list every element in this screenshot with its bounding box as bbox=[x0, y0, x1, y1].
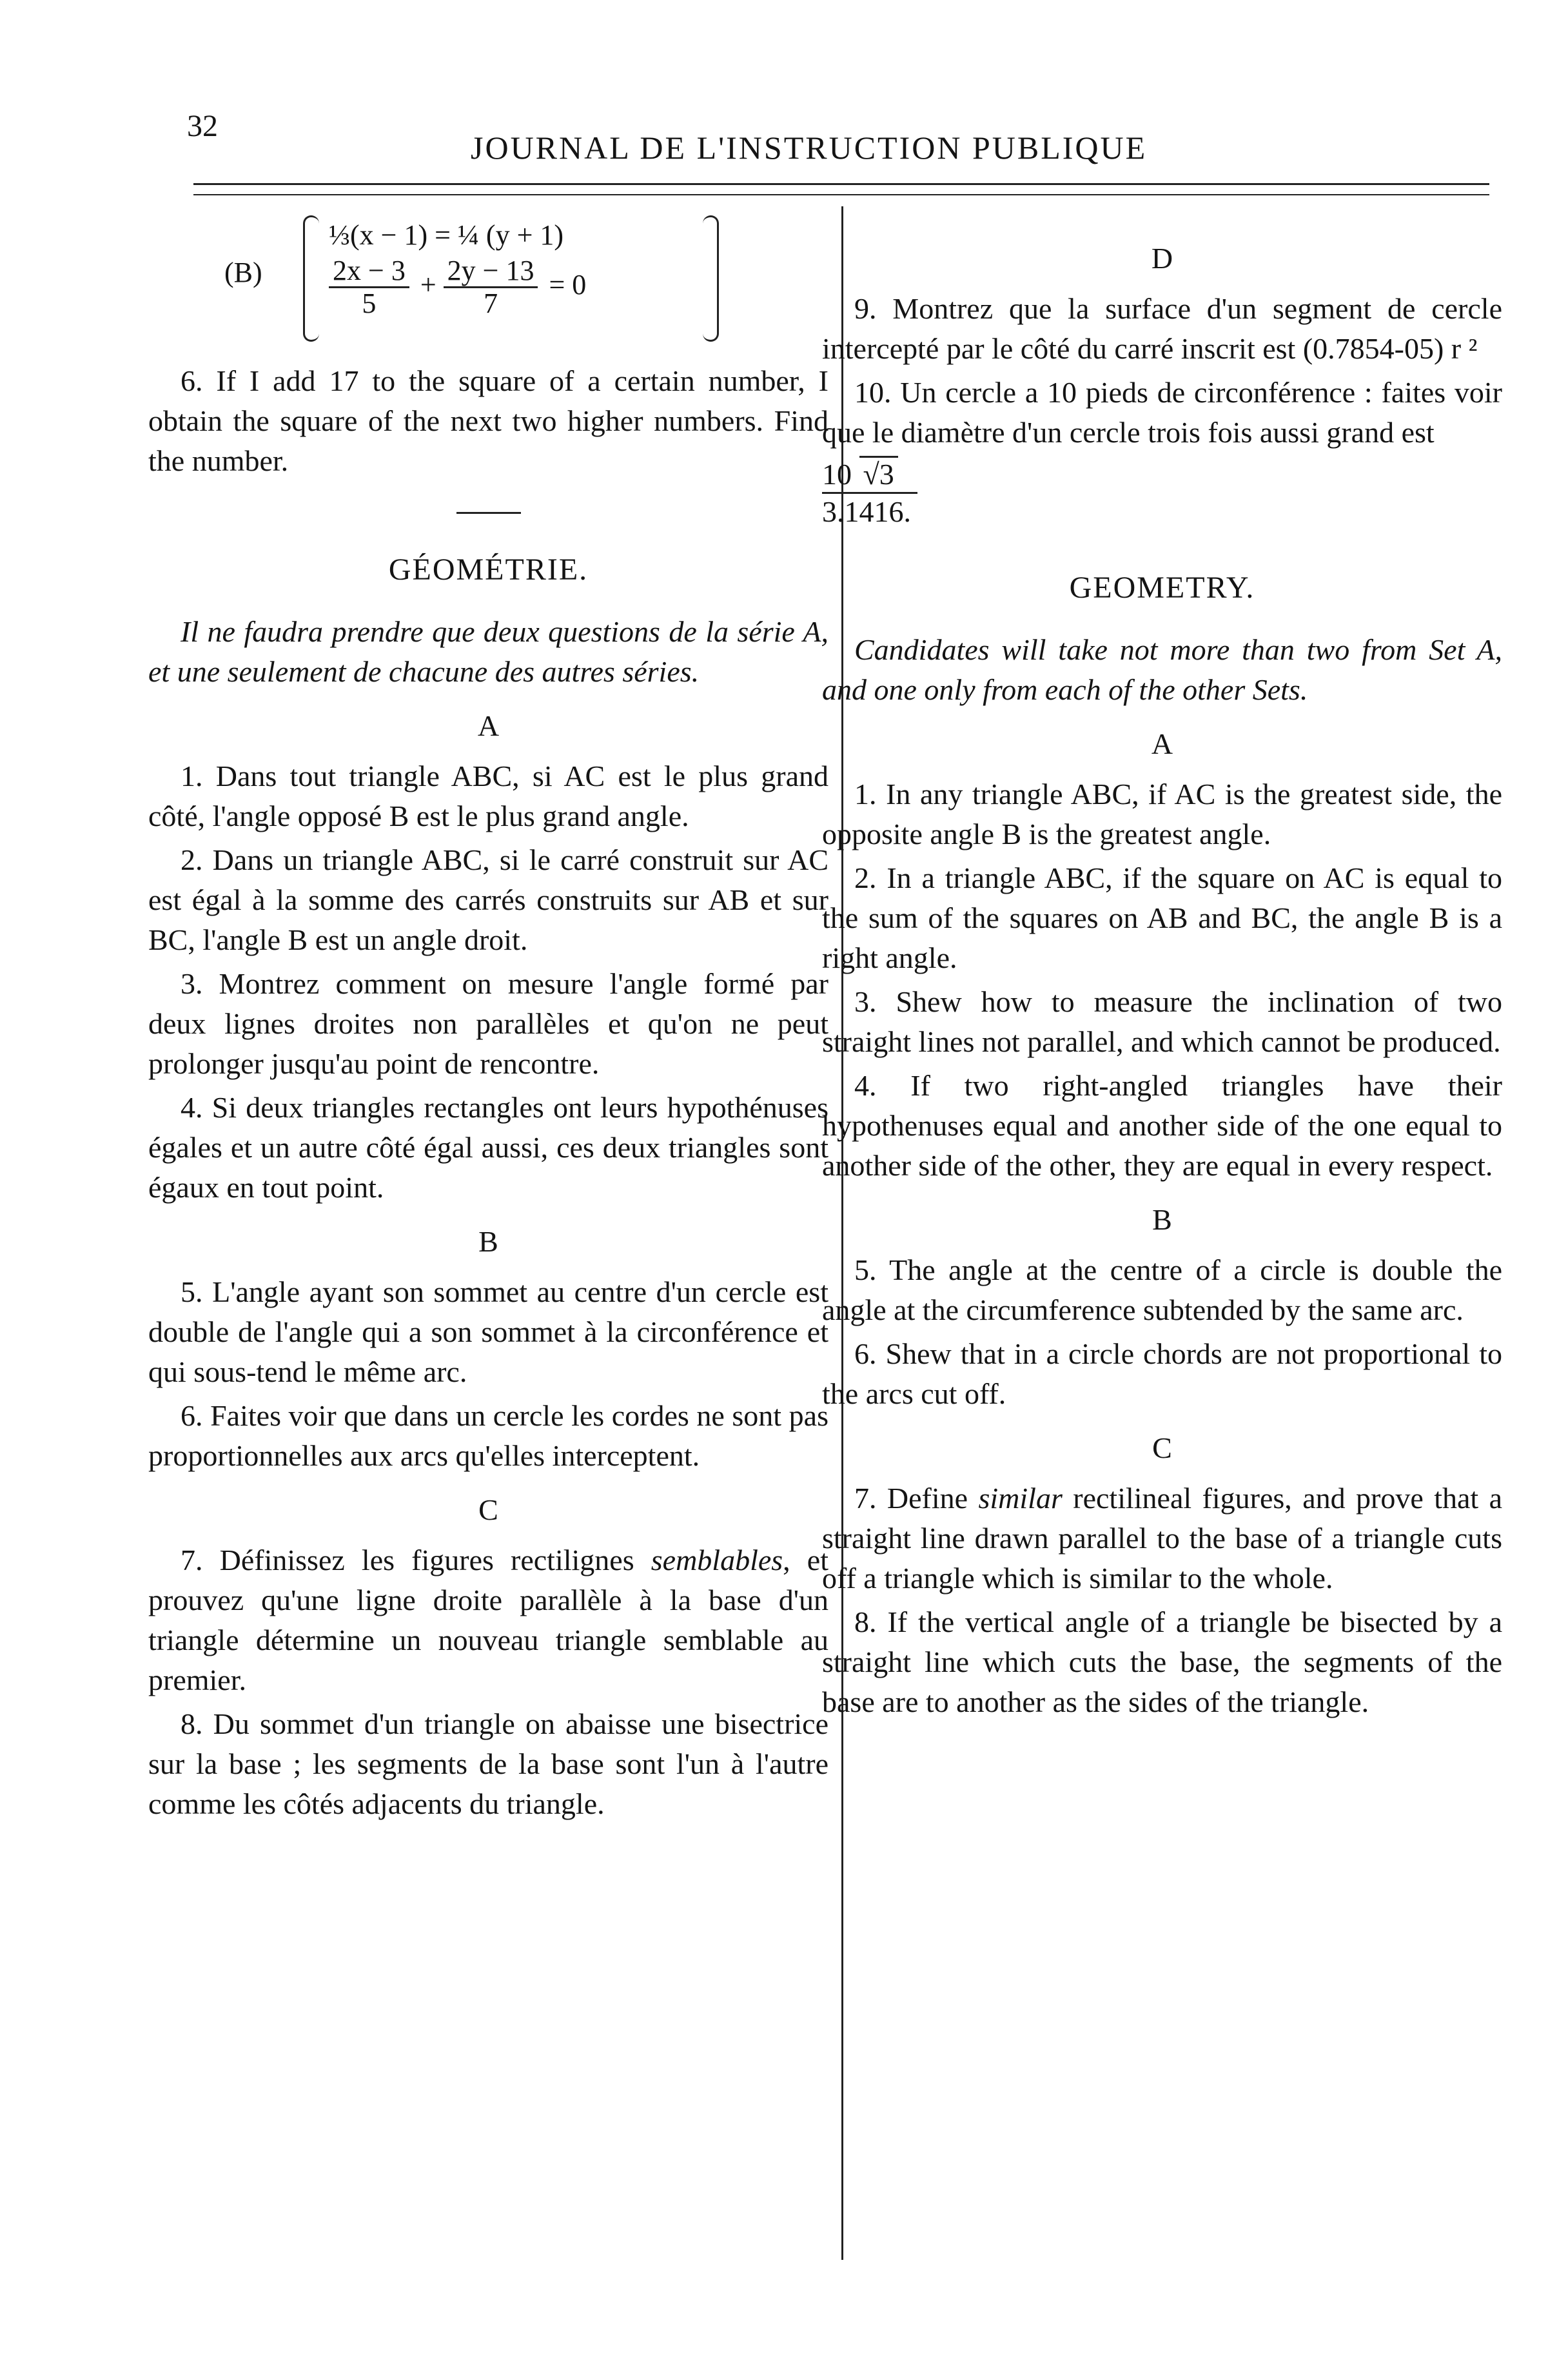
question-7-en bbox=[822, 1478, 1502, 1598]
journal-title: JOURNAL DE L'INSTRUCTION PUBLIQUE bbox=[471, 130, 1148, 166]
question-5: 5. L'angle ayant son sommet au centre d'un cercle est double de l'angle qui a son sommet à la circonférence et qui sous-tend le même arc. bbox=[148, 1275, 828, 1388]
fraction-1-numerator: 2x − 3 bbox=[329, 255, 409, 288]
denominator-value: 3.1416 bbox=[822, 495, 904, 529]
section-separator bbox=[456, 512, 521, 514]
page-header bbox=[187, 103, 1509, 174]
set-b-label-en: B bbox=[1152, 1203, 1172, 1237]
question-4-en: 4. If two right-angled triangles have their hypothenuses equal and another side of the one equal to another side of the other, they are equal in every respect. bbox=[822, 1069, 1502, 1182]
equation-1: ⅓(x − 1) = ¼ (y + 1) bbox=[329, 219, 564, 251]
question-7-rest: , et prouvez qu'une ligne droite parallèle à la base d'un triangle détermine un nouveau triangle semblable au premier. bbox=[148, 1544, 829, 1696]
plus-sign: + bbox=[420, 268, 436, 300]
numerator-ten: 10 bbox=[822, 458, 852, 491]
section-heading-geometrie: GÉOMÉTRIE. bbox=[388, 553, 589, 587]
left-column bbox=[148, 213, 828, 1828]
question-7 bbox=[148, 1540, 828, 1700]
instructions-en: Candidates will take not more than two from Set A, and one only from each of the other Sets. bbox=[822, 633, 1502, 707]
set-b-label: B bbox=[478, 1225, 498, 1258]
fraction-dot: . bbox=[903, 495, 911, 529]
question-6-en: 6. Shew that in a circle chords are not proportional to the arcs cut off. bbox=[822, 1337, 1502, 1411]
instructions-fr: Il ne faudra prendre que deux questions de la série A, et une seulement de chacune des autres séries. bbox=[148, 615, 828, 688]
right-brace bbox=[703, 215, 719, 342]
question-5-en: 5. The angle at the centre of a circle is double the angle at the circumference subtended by the same arc. bbox=[822, 1253, 1502, 1327]
equation-2 bbox=[329, 255, 586, 320]
question-2: 2. Dans un triangle ABC, si le carré construit sur AC est égal à la somme des carrés construits sur AB et sur BC, l'angle B est un angle droit. bbox=[148, 843, 828, 956]
section-heading-geometry: GEOMETRY. bbox=[1069, 571, 1255, 605]
diameter-fraction-numerator bbox=[822, 456, 917, 494]
set-c-label-en: C bbox=[1152, 1431, 1172, 1465]
sqrt-three: √3 bbox=[859, 456, 898, 491]
page-number: 32 bbox=[187, 109, 218, 143]
question-3: 3. Montrez comment on mesure l'angle formé par deux lignes droites non parallèles et qu'on ne peut prolonger jusqu'au point de rencontre. bbox=[148, 967, 828, 1080]
set-a-label: A bbox=[477, 709, 500, 742]
question-6: 6. Faites voir que dans un cercle les cordes ne sont pas proportionnelles aux arcs qu'elles interceptent. bbox=[148, 1399, 828, 1472]
question-7-prefix: 7. Définissez les figures rectilignes bbox=[181, 1544, 651, 1576]
diameter-fraction-denominator bbox=[822, 494, 917, 529]
fraction-1-denominator: 5 bbox=[362, 288, 377, 320]
fraction-2 bbox=[444, 255, 538, 320]
diameter-fraction bbox=[822, 456, 917, 529]
question-7-en-rest: rectilineal figures, and prove that a straight line drawn parallel to the base of a triangle cuts off a triangle which is similar to the whole. bbox=[822, 1482, 1503, 1595]
question-3-en: 3. Shew how to measure the inclination of two straight lines not parallel, and which cannot be produced. bbox=[822, 985, 1502, 1059]
set-c-label: C bbox=[478, 1493, 498, 1526]
question-7-emphasis: semblables bbox=[651, 1544, 783, 1576]
right-column bbox=[822, 213, 1502, 1726]
question-7-en-emphasis: similar bbox=[978, 1482, 1063, 1515]
fraction-2-denominator: 7 bbox=[484, 288, 498, 320]
question-8: 8. Du sommet d'un triangle on abaisse une bisectrice sur la base ; les segments de la base sont l'un à l'autre comme les côtés adjacents du triangle. bbox=[148, 1707, 828, 1820]
question-4: 4. Si deux triangles rectangles ont leurs hypothénuses égales et un autre côté égal aussi, ces deux triangles sont égaux en tout point. bbox=[148, 1091, 828, 1204]
question-10: 10. Un cercle a 10 pieds de circonférence : faites voir que le diamètre d'un cercle trois fois aussi grand est bbox=[822, 376, 1502, 449]
question-2-en: 2. In a triangle ABC, if the square on AC is equal to the sum of the squares on AB and BC, the angle B is a right angle. bbox=[822, 861, 1502, 975]
question-1-en: 1. In any triangle ABC, if AC is the greatest side, the opposite angle B is the greatest angle. bbox=[822, 778, 1502, 851]
fraction-2-numerator: 2y − 13 bbox=[444, 255, 538, 288]
set-d-label: D bbox=[1151, 242, 1173, 275]
question-6-algebra: 6. If I add 17 to the square of a certain number, I obtain the square of the next two higher numbers. Find the number. bbox=[148, 364, 828, 477]
question-7-en-prefix: 7. Define bbox=[854, 1482, 979, 1515]
question-1: 1. Dans tout triangle ABC, si AC est le plus grand côté, l'angle opposé B est le plus grand angle. bbox=[148, 760, 828, 832]
equals-zero: = 0 bbox=[549, 268, 587, 300]
question-8-en: 8. If the vertical angle of a triangle be bisected by a straight line which cuts the base, the segments of the base are to another as the sides of the triangle. bbox=[822, 1605, 1502, 1719]
header-rule bbox=[193, 183, 1489, 195]
question-9: 9. Montrez que la surface d'un segment de cercle intercepté par le côté du carré inscrit est (0.7854-05) r ² bbox=[822, 292, 1502, 365]
left-brace bbox=[303, 215, 319, 342]
equation-system-b bbox=[148, 213, 828, 342]
fraction-1 bbox=[329, 255, 409, 320]
set-a-label-en: A bbox=[1151, 727, 1173, 761]
equation-label: (B) bbox=[224, 257, 262, 288]
